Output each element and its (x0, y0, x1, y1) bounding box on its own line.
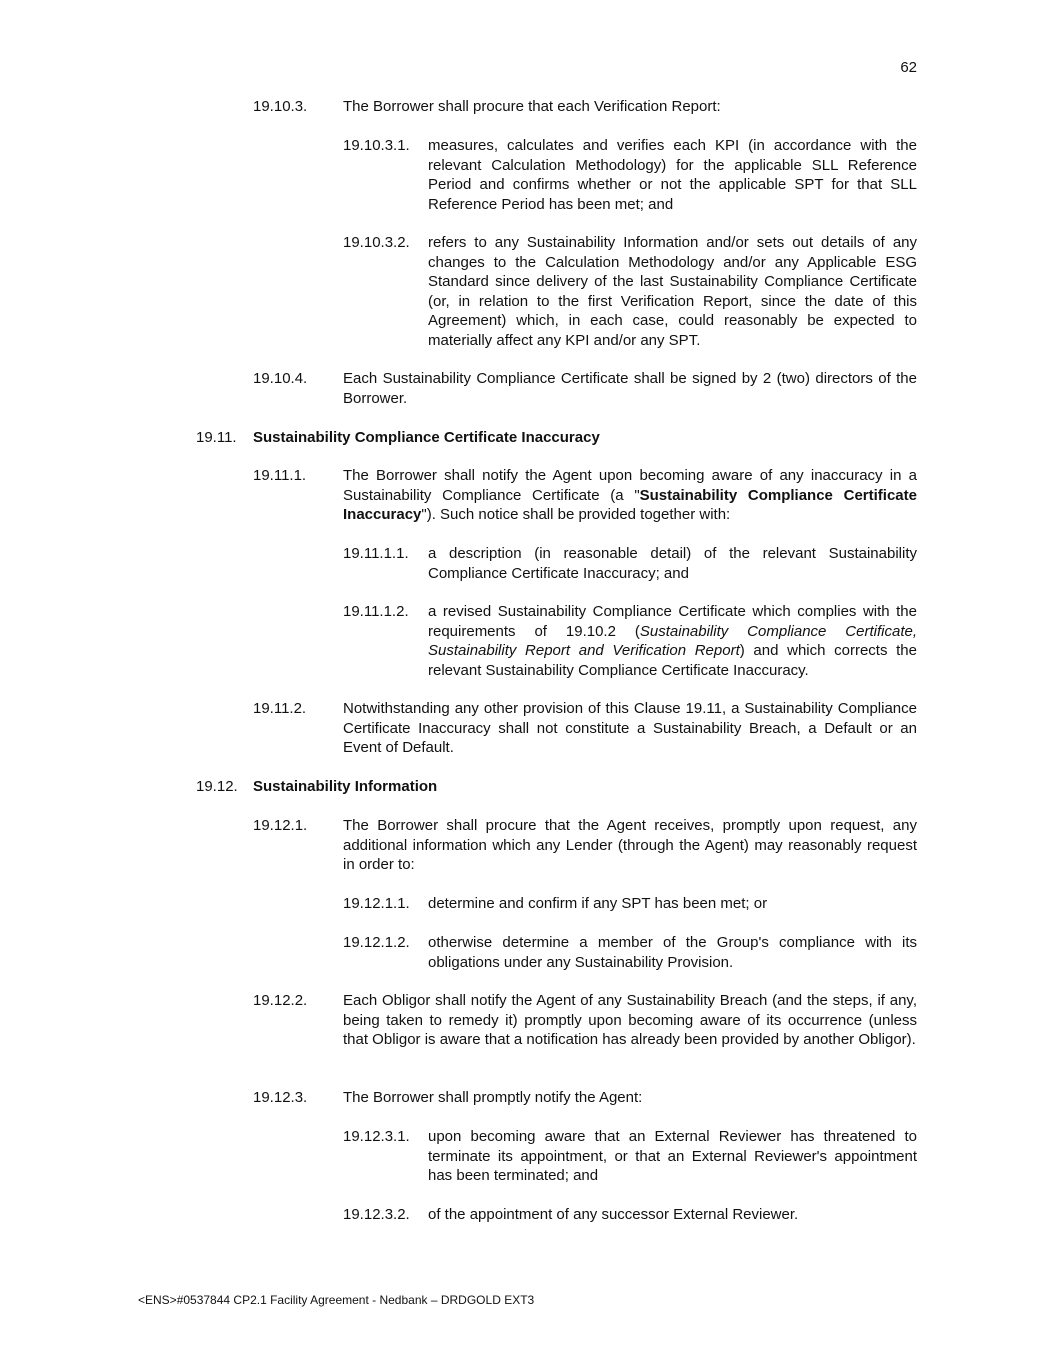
clause-number: 19.11.2. (253, 700, 307, 717)
clause-19-10-3-2 (343, 233, 917, 351)
clause-number: 19.11.1.1. (343, 545, 409, 562)
clause-19-11-heading (196, 428, 917, 448)
clause-number: 19.10.3.1. (343, 137, 410, 154)
clause-number: 19.12.1.2. (343, 934, 410, 951)
clause-19-12-1 (253, 816, 917, 875)
clause-number: 19.10.3.2. (343, 234, 410, 251)
clause-19-10-3 (253, 97, 917, 117)
clause-number: 19.12.2. (253, 992, 308, 1009)
clause-number: 19.12.1. (253, 817, 308, 834)
clause-text: refers to any Sustainability Information and/or sets out details of any changes to the Calculation Methodology and/or any Applicable ESG Standard since delivery of the last Sustainability Compliance Certificate (or, in relation to the first Verification Report, since the date of this Agreement) which, in each case, could reasonably be expected to materially affect any KPI and/or any SPT. (428, 234, 917, 349)
page-number: 62 (900, 59, 917, 76)
clause-text: The Borrower shall procure that the Agent receives, promptly upon request, any additional information which any Lender (through the Agent) may reasonably request in order to: (343, 817, 917, 874)
clause-number: 19.11. (196, 429, 237, 446)
clause-number: 19.12.3.1. (343, 1128, 410, 1145)
clause-19-10-4 (253, 369, 917, 408)
section-heading: Sustainability Information (253, 778, 438, 795)
clause-number: 19.12.3.2. (343, 1206, 410, 1223)
clause-number: 19.12.1.1. (343, 895, 410, 912)
clause-text: The Borrower shall promptly notify the Agent: (343, 1089, 643, 1106)
clause-text: of the appointment of any successor External Reviewer. (428, 1206, 799, 1223)
clause-19-12-2 (253, 991, 917, 1050)
clause-19-11-1 (253, 466, 917, 525)
clause-number: 19.12.3. (253, 1089, 308, 1106)
clause-19-11-1-2 (343, 602, 917, 680)
cross-reference-title: Sustainability Compliance Certificate, Sustainability Report and Verification Report (428, 622, 917, 660)
clause-19-12-heading (196, 777, 917, 797)
clause-text: The Borrower shall procure that each Verification Report: (343, 98, 721, 115)
clause-number: 19.11.1. (253, 467, 307, 484)
defined-term: Sustainability Compliance Certificate Inaccuracy (343, 486, 917, 524)
clause-text (428, 602, 917, 680)
clause-text (343, 466, 917, 525)
clause-number: 19.11.1.2. (343, 603, 409, 620)
clause-19-12-3 (253, 1088, 917, 1108)
clause-text-part: "). Such notice shall be provided together with: (421, 506, 731, 524)
clause-19-10-3-1 (343, 136, 917, 214)
clause-text: upon becoming aware that an External Reviewer has threatened to terminate its appointment, or that an External Reviewer's appointment has been terminated; and (428, 1128, 917, 1185)
clause-text: otherwise determine a member of the Group's compliance with its obligations under any Sustainability Provision. (428, 934, 917, 971)
clause-text: Each Obligor shall notify the Agent of any Sustainability Breach (and the steps, if any, being taken to remedy it) promptly upon becoming aware of its occurrence (unless that Obligor is aware that a notification has already been provided by another Obligor). (343, 992, 917, 1049)
clause-text-part: a revised Sustainability Compliance Certificate which complies with the requirements of 19.10.2 ( (428, 603, 917, 640)
clause-number: 19.12. (196, 778, 238, 795)
clause-text-part: The Borrower shall notify the Agent upon becoming aware of any inaccuracy in a Sustainability Compliance Certificate (a " (343, 467, 917, 504)
clause-text: Notwithstanding any other provision of this Clause 19.11, a Sustainability Compliance Certificate Inaccuracy shall not constitute a Sustainability Breach, a Default or an Event of Default. (343, 700, 917, 757)
clause-text: Each Sustainability Compliance Certificate shall be signed by 2 (two) directors of the Borrower. (343, 370, 917, 407)
clause-19-12-1-2 (343, 933, 917, 972)
clause-19-12-3-2 (343, 1205, 917, 1225)
clause-19-11-1-1 (343, 544, 917, 583)
clause-text: a description (in reasonable detail) of the relevant Sustainability Compliance Certificate Inaccuracy; and (428, 545, 917, 582)
section-heading: Sustainability Compliance Certificate Inaccuracy (253, 429, 600, 446)
clause-text: measures, calculates and verifies each KPI (in accordance with the relevant Calculation Methodology) for the applicable SLL Reference Period and confirms whether or not the applicable SPT for that SLL Reference Period has been met; and (428, 137, 917, 213)
clause-number: 19.10.4. (253, 370, 308, 387)
clause-text-part: ) and which corrects the relevant Sustainability Compliance Certificate Inaccuracy. (428, 642, 917, 679)
clause-number: 19.10.3. (253, 98, 308, 115)
clause-19-11-2 (253, 699, 917, 758)
clause-19-12-1-1 (343, 894, 917, 914)
document-footer: <ENS>#0537844 CP2.1 Facility Agreement - Nedbank – DRDGOLD EXT3 (138, 1293, 535, 1307)
clause-19-12-3-1 (343, 1127, 917, 1186)
clause-text: determine and confirm if any SPT has been met; or (428, 895, 768, 912)
